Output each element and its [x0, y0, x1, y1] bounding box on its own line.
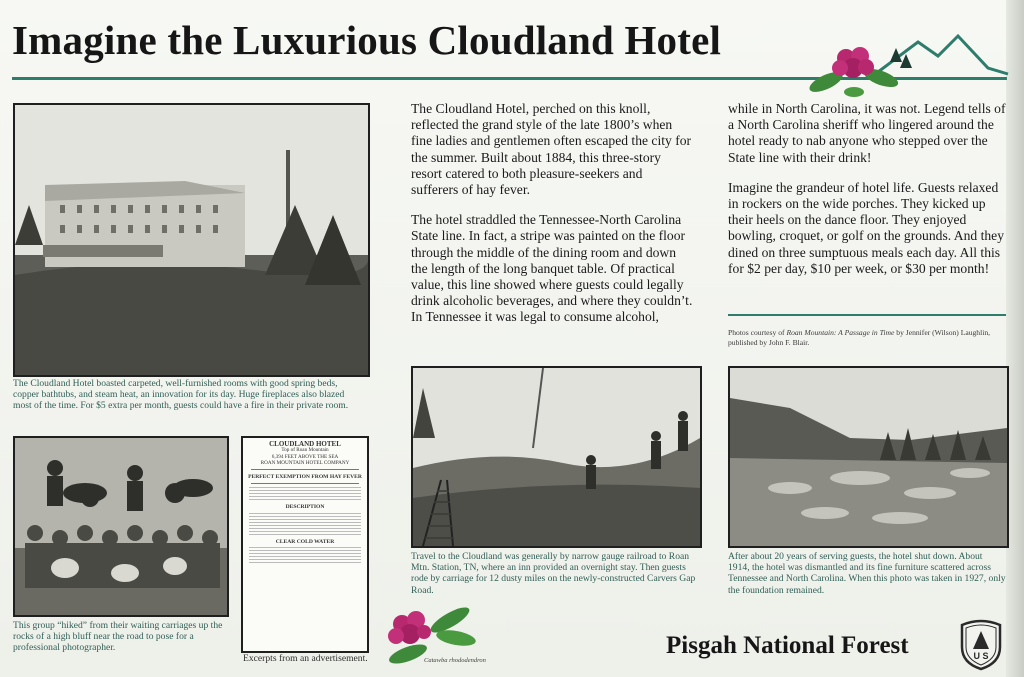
ad-divider — [251, 483, 359, 484]
group-photo — [13, 436, 229, 617]
railroad-photo-image — [413, 368, 700, 546]
ad-section-description: DESCRIPTION — [285, 504, 325, 511]
middle-column-text — [411, 101, 693, 340]
page-title: Imagine the Luxurious Cloudland Hotel — [12, 17, 722, 63]
middle-paragraph-1: The Cloudland Hotel, perched on this knoll, reflected the grand style of the late 1800’s when fine ladies and gentlemen often escaped the city for the summer. Built about 1884, this three-story resort catered to both pleasure-seekers and sufferers of hay fever. — [411, 101, 692, 198]
agency-name: Pisgah National Forest — [666, 632, 909, 659]
credit-suffix: by Jennifer (Wilson) Laughlin, published by John F. Blair. — [728, 328, 991, 347]
middle-paragraph-2: The hotel straddled the Tennessee-North Carolina State line. In fact, a stripe was painted on the floor through the middle of the dining room and down the length of the long banquet table. Of practical value, this line showed where guests could legally drink alcoholic beverages, and where they couldn’t. In Tennessee it was legal to consume alcohol, — [411, 212, 693, 325]
ad-text-line — [249, 496, 361, 497]
credit-book-title: Roan Mountain: A Passage in Time — [786, 328, 895, 337]
ad-text-line — [249, 522, 361, 523]
right-paragraph-2: Imagine the grandeur of hotel life. Guests relaxed in rockers on the wide porches. They kicked up their heels on the dance floor. They enjoyed bowling, croquet, or golf on the grounds. And they dined on three sumptuous meals each day. All this for $2 per day, $10 per week, or $30 per month! — [728, 179, 1004, 276]
ad-text-line — [249, 499, 361, 500]
ad-text-line — [249, 547, 361, 548]
ad-text-line — [249, 553, 361, 554]
ad-text-line — [249, 531, 361, 532]
ad-text-line — [249, 513, 361, 514]
ad-fine-print-block — [243, 487, 367, 500]
ad-text-line — [249, 490, 361, 491]
railroad-photo-caption: Travel to the Cloudland was generally by narrow gauge railroad to Roan Mtn. Station, TN, where an inn provided an overnight stay. Then guests rode by carriage for 12 dusty miles on the newly-constructed Carvers Gap Road. — [411, 551, 696, 596]
ad-divider — [251, 469, 359, 470]
right-column-text — [728, 101, 1008, 291]
ad-fine-print-block — [243, 547, 367, 563]
panel-edge-shadow — [1006, 0, 1024, 677]
group-photo-image — [15, 438, 227, 615]
ad-fine-print-block — [243, 513, 367, 535]
ad-text-line — [249, 516, 361, 517]
ad-text-line — [249, 534, 361, 535]
ruins-photo-caption: After about 20 years of serving guests, the hotel shut down. About 1914, the hotel was dismantled and its fine furniture scattered across Tennessee and North Carolina. When this photo was taken in 1927, only the foundation remained. — [728, 551, 1006, 596]
group-photo-caption: This group “hiked” from their waiting carriages up the rocks of a high bluff near the road to pose for a professional photographer. — [13, 620, 223, 654]
advertisement-caption: Excerpts from an advertisement. — [243, 653, 368, 664]
botanical-label: Catawba rhododendron — [424, 657, 486, 664]
ad-text-line — [249, 550, 361, 551]
ad-section-fever: PERFECT EXEMPTION FROM HAY FEVER — [248, 474, 362, 481]
rhododendron-flower-icon — [806, 42, 902, 102]
forest-service-shield-icon — [958, 619, 1004, 671]
ruins-photo — [728, 366, 1009, 548]
ad-text-line — [249, 525, 361, 526]
ad-text-line — [249, 528, 361, 529]
ad-text-line — [249, 487, 361, 488]
shield-letters: U S — [973, 651, 989, 661]
ad-text-line — [249, 559, 361, 560]
hotel-photo-image — [15, 105, 368, 375]
ad-company: ROAN MOUNTAIN HOTEL COMPANY — [260, 459, 350, 466]
ad-text-line — [249, 556, 361, 557]
railroad-photo — [411, 366, 702, 548]
credit-divider — [728, 314, 1006, 316]
ad-text-line — [249, 562, 361, 563]
ad-subheading: Top of Roan Mountain — [281, 447, 329, 454]
right-paragraph-1: while in North Carolina, it was not. Legend tells of a North Carolina sheriff who lingered around the hotel ready to nab anyone who stepped over the State line with their drink! — [728, 101, 1006, 165]
credit-prefix: Photos courtesy of — [728, 328, 787, 337]
advertisement-excerpt — [241, 436, 369, 653]
ad-text-line — [249, 519, 361, 520]
hotel-photo-caption: The Cloudland Hotel boasted carpeted, well-furnished rooms with good spring beds, copper bathtubs, and steam heat, an innovation for its day. Huge fireplaces also blazed most of the time. For $5 extra per month, guests could have a fire in their private room. — [13, 378, 349, 412]
ad-section-water: CLEAR COLD WATER — [275, 538, 335, 545]
photo-credit — [728, 328, 1008, 348]
hotel-photo — [13, 103, 370, 377]
ad-heading: CLOUDLAND HOTEL — [269, 440, 341, 448]
ad-tagline: 6,394 FEET ABOVE THE SEA — [271, 453, 339, 460]
ad-text-line — [249, 493, 361, 494]
ruins-photo-image — [730, 368, 1007, 546]
